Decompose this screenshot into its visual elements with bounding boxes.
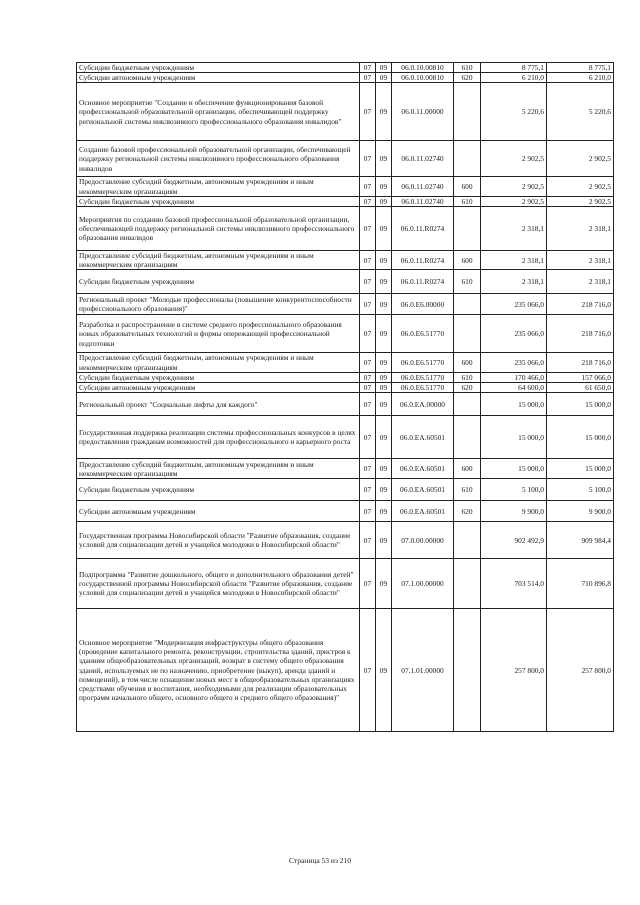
subsection-code-cell: 09 xyxy=(376,251,392,270)
amount-year2-cell: 157 066,0 xyxy=(547,372,614,382)
amount-year1-cell: 8 775,1 xyxy=(481,63,547,73)
target-article-cell: 06.0.E6.51770 xyxy=(392,372,454,382)
row-name-cell: Предоставление субсидий бюджетным, автономным учреждениям и иным некоммерческим организациям xyxy=(77,459,360,479)
amount-year1-cell: 2 902,5 xyxy=(481,196,547,206)
amount-year2-cell: 909 984,4 xyxy=(547,522,614,559)
amount-year2-cell: 9 900,0 xyxy=(547,501,614,522)
amount-year1-cell: 5 100,0 xyxy=(481,479,547,501)
amount-year2-cell: 15 000,0 xyxy=(547,416,614,459)
amount-year2-cell: 5 100,0 xyxy=(547,479,614,501)
row-name-cell: Подпрограмма "Развитие дошкольного, общего и дополнительного образования детей" государственной программы Новосибирской области "Развитие образования, создание условий для социализации детей и учащейся молодежи в Новосибирской области" xyxy=(77,559,360,609)
table-row xyxy=(77,416,614,459)
amount-year2-cell: 218 716,0 xyxy=(547,353,614,372)
subsection-code-cell: 09 xyxy=(376,196,392,206)
section-code-cell: 07 xyxy=(360,196,376,206)
row-name-cell: Субсидии автономным учреждениям xyxy=(77,383,360,393)
amount-year1-cell: 170 466,0 xyxy=(481,372,547,382)
target-article-cell: 06.0.E6.51770 xyxy=(392,383,454,393)
section-code-cell: 07 xyxy=(360,383,376,393)
expense-type-cell: 600 xyxy=(454,353,481,372)
section-code-cell: 07 xyxy=(360,177,376,196)
amount-year1-cell: 235 066,0 xyxy=(481,353,547,372)
table-row xyxy=(77,141,614,177)
table-row xyxy=(77,73,614,83)
table-row xyxy=(77,372,614,382)
row-name-cell: Государственная поддержка реализации системы профессиональных конкурсов в целях предоставления гражданам возможностей для профессионального и карьерного роста xyxy=(77,416,360,459)
target-article-cell: 06.0.11.R0274 xyxy=(392,207,454,251)
row-name-cell: Основное мероприятие "Создание и обеспечение функционирования базовой профессиональной образовательной организации, обеспечивающей поддержку региональной системы инклюзивного профессионального образования инвалидов" xyxy=(77,83,360,141)
table-row xyxy=(77,501,614,522)
amount-year2-cell: 2 902,5 xyxy=(547,177,614,196)
subsection-code-cell: 09 xyxy=(376,372,392,382)
row-name-cell: Государственная программа Новосибирской области "Развитие образования, создание условий для социализации детей и учащейся молодежи в Новосибирской области" xyxy=(77,522,360,559)
target-article-cell: 06.0.10.00810 xyxy=(392,63,454,73)
table-row xyxy=(77,83,614,141)
target-article-cell: 06.0.10.00810 xyxy=(392,73,454,83)
amount-year1-cell: 15 000,0 xyxy=(481,459,547,479)
section-code-cell: 07 xyxy=(360,73,376,83)
amount-year2-cell: 710 896,8 xyxy=(547,559,614,609)
section-code-cell: 07 xyxy=(360,609,376,732)
subsection-code-cell: 09 xyxy=(376,383,392,393)
amount-year1-cell: 257 800,0 xyxy=(481,609,547,732)
subsection-code-cell: 09 xyxy=(376,479,392,501)
subsection-code-cell: 09 xyxy=(376,270,392,294)
target-article-cell: 06.0.EA.60501 xyxy=(392,501,454,522)
expense-type-cell: 610 xyxy=(454,196,481,206)
section-code-cell: 07 xyxy=(360,315,376,353)
subsection-code-cell: 09 xyxy=(376,522,392,559)
row-name-cell: Субсидии бюджетным учреждениям xyxy=(77,196,360,206)
amount-year1-cell: 64 600,0 xyxy=(481,383,547,393)
section-code-cell: 07 xyxy=(360,207,376,251)
amount-year2-cell: 2 318,1 xyxy=(547,207,614,251)
budget-table xyxy=(76,62,614,732)
target-article-cell: 07.1.01.00000 xyxy=(392,609,454,732)
row-name-cell: Субсидии автономным учреждениям xyxy=(77,501,360,522)
row-name-cell: Региональный проект "Социальные лифты для каждого" xyxy=(77,393,360,416)
section-code-cell: 07 xyxy=(360,270,376,294)
row-name-cell: Предоставление субсидий бюджетным, автономным учреждениям и иным некоммерческим организациям xyxy=(77,177,360,196)
expense-type-cell: 610 xyxy=(454,372,481,382)
amount-year1-cell: 15 000,0 xyxy=(481,393,547,416)
expense-type-cell: 600 xyxy=(454,459,481,479)
amount-year2-cell: 8 775,1 xyxy=(547,63,614,73)
target-article-cell: 06.0.EA.60501 xyxy=(392,459,454,479)
target-article-cell: 07.1.00.00000 xyxy=(392,559,454,609)
expense-type-cell xyxy=(454,559,481,609)
row-name-cell: Разработка и распространение в системе среднего профессионального образования новых образовательных технологий и формы опережающей профессиональной подготовки xyxy=(77,315,360,353)
table-row xyxy=(77,353,614,372)
amount-year2-cell: 5 220,6 xyxy=(547,83,614,141)
expense-type-cell xyxy=(454,83,481,141)
table-body xyxy=(77,63,614,732)
section-code-cell: 07 xyxy=(360,353,376,372)
target-article-cell: 06.0.EA.00000 xyxy=(392,393,454,416)
table-row xyxy=(77,559,614,609)
row-name-cell: Субсидии бюджетным учреждениям xyxy=(77,479,360,501)
section-code-cell: 07 xyxy=(360,372,376,382)
expense-type-cell: 610 xyxy=(454,479,481,501)
subsection-code-cell: 09 xyxy=(376,141,392,177)
amount-year1-cell: 703 514,0 xyxy=(481,559,547,609)
table-row xyxy=(77,294,614,315)
expense-type-cell xyxy=(454,315,481,353)
table-row xyxy=(77,459,614,479)
amount-year2-cell: 6 210,0 xyxy=(547,73,614,83)
section-code-cell: 07 xyxy=(360,459,376,479)
section-code-cell: 07 xyxy=(360,63,376,73)
section-code-cell: 07 xyxy=(360,294,376,315)
section-code-cell: 07 xyxy=(360,393,376,416)
subsection-code-cell: 09 xyxy=(376,609,392,732)
amount-year1-cell: 15 000,0 xyxy=(481,416,547,459)
amount-year2-cell: 15 000,0 xyxy=(547,459,614,479)
amount-year2-cell: 2 318,1 xyxy=(547,251,614,270)
expense-type-cell: 620 xyxy=(454,501,481,522)
row-name-cell: Предоставление субсидий бюджетным, автономным учреждениям и иным некоммерческим организациям xyxy=(77,251,360,270)
table-row xyxy=(77,270,614,294)
target-article-cell: 06.0.E6.51770 xyxy=(392,353,454,372)
row-name-cell: Мероприятия по созданию базовой профессиональной образовательной организации, обеспечивающей поддержку региональной системы инклюзивного профессионального образования инвалидов xyxy=(77,207,360,251)
table-row xyxy=(77,177,614,196)
section-code-cell: 07 xyxy=(360,83,376,141)
row-name-cell: Субсидии бюджетным учреждениям xyxy=(77,372,360,382)
amount-year1-cell: 902 492,9 xyxy=(481,522,547,559)
expense-type-cell xyxy=(454,141,481,177)
amount-year1-cell: 6 210,0 xyxy=(481,73,547,83)
section-code-cell: 07 xyxy=(360,479,376,501)
expense-type-cell: 620 xyxy=(454,73,481,83)
target-article-cell: 06.0.11.00000 xyxy=(392,83,454,141)
amount-year1-cell: 2 318,1 xyxy=(481,207,547,251)
amount-year1-cell: 235 066,0 xyxy=(481,315,547,353)
subsection-code-cell: 09 xyxy=(376,63,392,73)
row-name-cell: Основное мероприятие "Модернизация инфраструктуры общего образования (проведение капитального ремонта, реконструкции, строительства зданий, пристроя к зданиям общеобразовательных организаций, возврат в систему общего образования зданий, используемых не по назначению, приобретение (выкуп), аренда зданий и помещений), в том числе оснащение новых мест в общеобразовательных организациях средствами обучения и воспитания, необходимыми для реализации образовательных программ начального общего, основного общего и среднего общего образования)" xyxy=(77,609,360,732)
amount-year1-cell: 2 318,1 xyxy=(481,251,547,270)
amount-year2-cell: 2 318,1 xyxy=(547,270,614,294)
section-code-cell: 07 xyxy=(360,416,376,459)
amount-year1-cell: 2 318,1 xyxy=(481,270,547,294)
amount-year1-cell: 5 220,6 xyxy=(481,83,547,141)
subsection-code-cell: 09 xyxy=(376,73,392,83)
table-row xyxy=(77,63,614,73)
row-name-cell: Субсидии автономным учреждениям xyxy=(77,73,360,83)
table-row xyxy=(77,393,614,416)
subsection-code-cell: 09 xyxy=(376,559,392,609)
table-row xyxy=(77,207,614,251)
amount-year2-cell: 218 716,0 xyxy=(547,294,614,315)
expense-type-cell xyxy=(454,393,481,416)
subsection-code-cell: 09 xyxy=(376,315,392,353)
subsection-code-cell: 09 xyxy=(376,294,392,315)
row-name-cell: Создание базовой профессиональной образовательной организации, обеспечивающей поддержку региональной системы инклюзивного профессионального образования инвалидов xyxy=(77,141,360,177)
expense-type-cell: 610 xyxy=(454,63,481,73)
section-code-cell: 07 xyxy=(360,501,376,522)
table-row xyxy=(77,522,614,559)
target-article-cell: 06.0.11.R0274 xyxy=(392,251,454,270)
amount-year2-cell: 15 000,0 xyxy=(547,393,614,416)
expense-type-cell xyxy=(454,294,481,315)
table-row xyxy=(77,251,614,270)
subsection-code-cell: 09 xyxy=(376,353,392,372)
subsection-code-cell: 09 xyxy=(376,459,392,479)
subsection-code-cell: 09 xyxy=(376,501,392,522)
expense-type-cell: 610 xyxy=(454,270,481,294)
subsection-code-cell: 09 xyxy=(376,393,392,416)
target-article-cell: 06.0.E6.51770 xyxy=(392,315,454,353)
target-article-cell: 06.0.E6.00000 xyxy=(392,294,454,315)
table-row xyxy=(77,609,614,732)
subsection-code-cell: 09 xyxy=(376,416,392,459)
section-code-cell: 07 xyxy=(360,559,376,609)
amount-year1-cell: 9 900,0 xyxy=(481,501,547,522)
target-article-cell: 06.0.11.02740 xyxy=(392,196,454,206)
expense-type-cell: 600 xyxy=(454,177,481,196)
expense-type-cell xyxy=(454,416,481,459)
target-article-cell: 06.0.11.02740 xyxy=(392,177,454,196)
expense-type-cell: 600 xyxy=(454,251,481,270)
subsection-code-cell: 09 xyxy=(376,177,392,196)
section-code-cell: 07 xyxy=(360,141,376,177)
expense-type-cell: 620 xyxy=(454,383,481,393)
amount-year1-cell: 2 902,5 xyxy=(481,177,547,196)
row-name-cell: Субсидии бюджетным учреждениям xyxy=(77,63,360,73)
expense-type-cell xyxy=(454,522,481,559)
table-row xyxy=(77,479,614,501)
target-article-cell: 07.0.00.00000 xyxy=(392,522,454,559)
target-article-cell: 06.0.11.R0274 xyxy=(392,270,454,294)
row-name-cell: Региональный проект "Молодые профессионалы (повышение конкурентоспособности профессионального образования)" xyxy=(77,294,360,315)
section-code-cell: 07 xyxy=(360,522,376,559)
amount-year2-cell: 218 716,0 xyxy=(547,315,614,353)
section-code-cell: 07 xyxy=(360,251,376,270)
table-row xyxy=(77,315,614,353)
amount-year1-cell: 235 066,0 xyxy=(481,294,547,315)
expense-type-cell xyxy=(454,609,481,732)
amount-year2-cell: 2 902,5 xyxy=(547,196,614,206)
target-article-cell: 06.0.11.02740 xyxy=(392,141,454,177)
page-number: Страница 53 из 210 xyxy=(288,856,352,865)
amount-year2-cell: 257 800,0 xyxy=(547,609,614,732)
subsection-code-cell: 09 xyxy=(376,83,392,141)
amount-year2-cell: 61 650,0 xyxy=(547,383,614,393)
subsection-code-cell: 09 xyxy=(376,207,392,251)
amount-year1-cell: 2 902,5 xyxy=(481,141,547,177)
expense-type-cell xyxy=(454,207,481,251)
target-article-cell: 06.0.EA.60501 xyxy=(392,416,454,459)
table-row xyxy=(77,383,614,393)
amount-year2-cell: 2 902,5 xyxy=(547,141,614,177)
row-name-cell: Субсидии бюджетным учреждениям xyxy=(77,270,360,294)
row-name-cell: Предоставление субсидий бюджетным, автономным учреждениям и иным некоммерческим организациям xyxy=(77,353,360,372)
target-article-cell: 06.0.EA.60501 xyxy=(392,479,454,501)
table-row xyxy=(77,196,614,206)
